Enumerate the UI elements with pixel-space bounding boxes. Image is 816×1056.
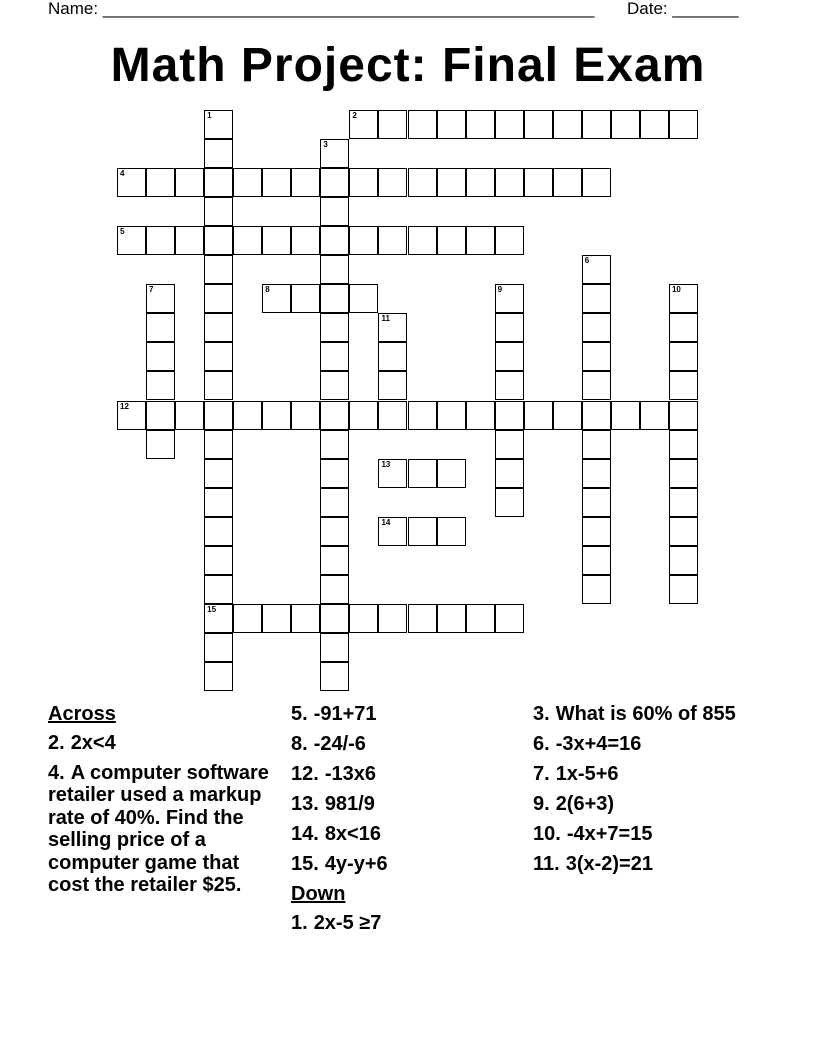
grid-cell[interactable] (146, 342, 175, 371)
grid-cell[interactable] (204, 313, 233, 342)
grid-cell[interactable] (349, 226, 378, 255)
clue-number: 9. (533, 793, 550, 815)
grid-cell[interactable] (262, 604, 291, 633)
grid-cell[interactable] (640, 110, 669, 139)
grid-cell[interactable] (669, 517, 698, 546)
clue-across-14 (291, 823, 516, 846)
cell-number: 5 (120, 227, 125, 237)
grid-cell[interactable] (408, 168, 437, 197)
grid-cell[interactable] (378, 517, 407, 546)
grid-cell[interactable] (233, 226, 262, 255)
cell-number: 2 (352, 111, 357, 120)
grid-cell[interactable] (146, 430, 175, 459)
grid-cell[interactable] (320, 139, 349, 168)
grid-cell[interactable] (466, 226, 495, 255)
grid-cell[interactable] (495, 226, 524, 255)
clue-number: 15. (291, 853, 319, 875)
grid-cell[interactable] (582, 255, 611, 284)
grid-cell[interactable] (495, 604, 524, 633)
grid-cell[interactable] (349, 110, 378, 139)
grid-cell[interactable] (262, 168, 291, 197)
grid-cell[interactable] (291, 226, 320, 255)
grid-cell[interactable] (204, 342, 233, 371)
grid-cell[interactable] (204, 168, 233, 197)
clue-number: 11. (533, 853, 560, 875)
clue-text: 4y-y+6 (324, 853, 388, 875)
grid-cell[interactable] (146, 371, 175, 400)
grid-cell[interactable] (320, 197, 349, 226)
clue-down-10 (533, 823, 758, 846)
clue-across-5 (291, 703, 516, 726)
grid-cell[interactable] (408, 517, 437, 546)
cell-number: 3 (323, 140, 328, 150)
clue-across-15 (291, 853, 516, 876)
grid-cell[interactable] (262, 226, 291, 255)
grid-cell[interactable] (378, 226, 407, 255)
grid-cell[interactable] (117, 401, 146, 430)
grid-cell[interactable] (669, 342, 698, 371)
grid-cell[interactable] (320, 488, 349, 517)
clue-text: 2(6+3) (555, 793, 615, 815)
grid-cell[interactable] (582, 546, 611, 575)
clues-column-1 (48, 703, 273, 904)
grid-cell[interactable] (204, 284, 233, 313)
clue-number: 2. (48, 731, 65, 754)
grid-cell[interactable] (349, 284, 378, 313)
grid-cell[interactable] (378, 401, 407, 430)
clue-text: 1x-5+6 (555, 763, 619, 785)
clue-text: 8x<16 (324, 823, 381, 845)
grid-cell[interactable] (349, 604, 378, 633)
clue-down-3 (533, 703, 758, 726)
grid-cell[interactable] (495, 371, 524, 400)
grid-cell[interactable] (204, 197, 233, 226)
clue-number: 6. (533, 733, 550, 755)
grid-cell[interactable] (320, 633, 349, 662)
clue-across-2 (48, 732, 273, 755)
grid-cell[interactable] (291, 604, 320, 633)
clue-number: 14. (291, 823, 319, 845)
grid-cell[interactable] (495, 284, 524, 313)
grid-cell[interactable] (378, 168, 407, 197)
grid-cell[interactable] (204, 255, 233, 284)
clue-text: 981/9 (324, 793, 375, 815)
grid-cell[interactable] (582, 313, 611, 342)
grid-cell[interactable] (437, 459, 466, 488)
grid-cell[interactable] (466, 168, 495, 197)
cell-number: 7 (149, 285, 154, 295)
grid-cell[interactable] (204, 662, 233, 691)
grid-cell[interactable] (146, 313, 175, 342)
grid-cell[interactable] (437, 168, 466, 197)
grid-cell[interactable] (146, 284, 175, 313)
grid-cell[interactable] (320, 401, 349, 430)
grid-cell[interactable] (320, 342, 349, 371)
grid-cell[interactable] (582, 168, 611, 197)
grid-cell[interactable] (204, 371, 233, 400)
grid-cell[interactable] (320, 662, 349, 691)
name-field[interactable]: Name: ____________________________________________________ (48, 0, 595, 18)
clue-text: 3(x-2)=21 (565, 853, 653, 875)
grid-cell[interactable] (466, 401, 495, 430)
grid-cell[interactable] (233, 401, 262, 430)
grid-cell[interactable] (320, 517, 349, 546)
grid-cell[interactable] (320, 255, 349, 284)
grid-cell[interactable] (553, 168, 582, 197)
grid-cell[interactable] (320, 371, 349, 400)
grid-cell[interactable] (408, 604, 437, 633)
grid-cell[interactable] (262, 284, 291, 313)
grid-cell[interactable] (437, 604, 466, 633)
cell-number: 9 (497, 285, 503, 295)
grid-cell[interactable] (495, 342, 524, 371)
grid-cell[interactable] (378, 604, 407, 633)
grid-cell[interactable] (582, 430, 611, 459)
clue-text: -13x6 (324, 763, 376, 785)
grid-cell[interactable] (175, 168, 204, 197)
clue-text: 2x<4 (70, 731, 116, 754)
grid-cell[interactable] (204, 546, 233, 575)
cell-number: 12 (120, 401, 129, 411)
cell-number: 14 (381, 517, 391, 527)
grid-cell[interactable] (291, 401, 320, 430)
clue-down-9 (533, 793, 758, 816)
clue-across-4 (48, 762, 273, 897)
grid-cell[interactable] (495, 168, 524, 197)
clue-text: -3x+4=16 (555, 733, 642, 755)
clue-number: 3. (533, 703, 550, 725)
clue-down-7 (533, 763, 758, 786)
clue-text: A computer software retailer used a markup rate of 40%. Find the selling price of a computer game that cost the retailer $25. (48, 761, 269, 896)
grid-cell[interactable] (437, 110, 466, 139)
clue-number: 7. (533, 763, 550, 785)
grid-cell[interactable] (320, 575, 349, 604)
grid-cell[interactable] (437, 517, 466, 546)
grid-cell[interactable] (320, 459, 349, 488)
grid-cell[interactable] (204, 226, 233, 255)
grid-cell[interactable] (495, 430, 524, 459)
clue-text: -24/-6 (313, 733, 366, 755)
grid-cell[interactable] (408, 459, 437, 488)
grid-cell[interactable] (204, 430, 233, 459)
clue-down-1 (291, 912, 516, 935)
grid-cell[interactable] (204, 575, 233, 604)
clue-text: -91+71 (313, 703, 377, 725)
clues-column-3 (533, 703, 758, 883)
grid-cell[interactable] (349, 168, 378, 197)
grid-cell[interactable] (204, 517, 233, 546)
cell-number: 15 (207, 604, 217, 614)
cell-number: 10 (671, 285, 681, 295)
grid-cell[interactable] (320, 604, 349, 633)
grid-cell[interactable] (553, 110, 582, 139)
grid-cell[interactable] (640, 401, 669, 430)
grid-cell[interactable] (146, 226, 175, 255)
clue-number: 12. (291, 763, 319, 785)
cell-number: 1 (207, 111, 212, 120)
grid-cell[interactable] (175, 226, 204, 255)
grid-cell[interactable] (117, 168, 146, 197)
grid-cell[interactable] (582, 459, 611, 488)
down-heading: Down (291, 883, 346, 905)
grid-cell[interactable] (495, 313, 524, 342)
grid-cell[interactable] (582, 517, 611, 546)
date-field[interactable]: Date: _______ (627, 0, 739, 18)
grid-cell[interactable] (204, 604, 233, 633)
clue-text: -4x+7=15 (566, 823, 653, 845)
grid-cell[interactable] (611, 110, 640, 139)
grid-cell[interactable] (262, 401, 291, 430)
clue-number: 1. (291, 911, 308, 934)
grid-cell[interactable] (408, 226, 437, 255)
grid-cell[interactable] (669, 371, 698, 400)
grid-cell[interactable] (378, 110, 407, 139)
grid-cell[interactable] (175, 401, 204, 430)
grid-cell[interactable] (669, 488, 698, 517)
grid-cell[interactable] (204, 110, 233, 139)
grid-cell[interactable] (524, 110, 553, 139)
grid-cell[interactable] (582, 342, 611, 371)
grid-cell[interactable] (669, 575, 698, 604)
grid-cell[interactable] (349, 401, 378, 430)
grid-cell[interactable] (320, 546, 349, 575)
grid-cell[interactable] (611, 401, 640, 430)
grid-cell[interactable] (291, 284, 320, 313)
grid-cell[interactable] (524, 168, 553, 197)
grid-cell[interactable] (669, 546, 698, 575)
grid-cell[interactable] (582, 488, 611, 517)
grid-cell[interactable] (146, 168, 175, 197)
grid-cell[interactable] (204, 633, 233, 662)
grid-cell[interactable] (669, 110, 698, 139)
grid-cell[interactable] (582, 575, 611, 604)
grid-cell[interactable] (582, 110, 611, 139)
grid-cell[interactable] (378, 342, 407, 371)
grid-cell[interactable] (669, 401, 698, 430)
cell-number: 13 (381, 459, 391, 469)
grid-cell[interactable] (378, 313, 407, 342)
cell-number: 11 (381, 314, 390, 324)
clue-across-12 (291, 763, 516, 786)
grid-cell[interactable] (669, 459, 698, 488)
grid-cell[interactable] (495, 401, 524, 430)
across-heading: Across (48, 703, 116, 725)
grid-cell[interactable] (320, 226, 349, 255)
grid-cell[interactable] (146, 401, 175, 430)
grid-cell[interactable] (582, 401, 611, 430)
grid-cell[interactable] (466, 110, 495, 139)
clues-column-2 (291, 703, 516, 942)
grid-cell[interactable] (320, 168, 349, 197)
clue-across-13 (291, 793, 516, 816)
grid-cell[interactable] (669, 430, 698, 459)
grid-cell[interactable] (495, 459, 524, 488)
grid-cell[interactable] (320, 284, 349, 313)
grid-cell[interactable] (378, 459, 407, 488)
grid-cell[interactable] (553, 401, 582, 430)
clue-number: 4. (48, 761, 65, 784)
grid-cell[interactable] (582, 371, 611, 400)
grid-cell[interactable] (582, 284, 611, 313)
grid-cell[interactable] (233, 168, 262, 197)
grid-cell[interactable] (437, 401, 466, 430)
grid-cell[interactable] (408, 401, 437, 430)
grid-cell[interactable] (204, 401, 233, 430)
clue-number: 5. (291, 703, 308, 725)
grid-cell[interactable] (320, 430, 349, 459)
grid-cell[interactable] (117, 226, 146, 255)
clue-number: 13. (291, 793, 319, 815)
cell-number: 4 (120, 169, 125, 179)
grid-cell[interactable] (437, 226, 466, 255)
page-title: Math Project: Final Exam (110, 39, 706, 92)
clue-number: 8. (291, 733, 308, 755)
grid-cell[interactable] (495, 110, 524, 139)
grid-cell[interactable] (466, 604, 495, 633)
grid-cell[interactable] (204, 459, 233, 488)
grid-cell[interactable] (408, 110, 437, 139)
clue-down-6 (533, 733, 758, 756)
grid-cell[interactable] (524, 401, 553, 430)
grid-cell[interactable] (669, 313, 698, 342)
grid-cell[interactable] (378, 371, 407, 400)
grid-cell[interactable] (204, 139, 233, 168)
grid-cell[interactable] (495, 488, 524, 517)
grid-cell[interactable] (669, 284, 698, 313)
cell-number: 6 (584, 256, 590, 266)
cell-number: 8 (265, 285, 270, 295)
grid-cell[interactable] (233, 604, 262, 633)
clue-text: 2x-5 ≥7 (313, 911, 382, 934)
clue-down-11 (533, 853, 758, 876)
clue-number: 10. (533, 823, 561, 845)
clue-across-8 (291, 733, 516, 756)
grid-cell[interactable] (204, 488, 233, 517)
grid-cell[interactable] (320, 313, 349, 342)
clue-text: What is 60% of 855 (555, 703, 736, 725)
grid-cell[interactable] (291, 168, 320, 197)
